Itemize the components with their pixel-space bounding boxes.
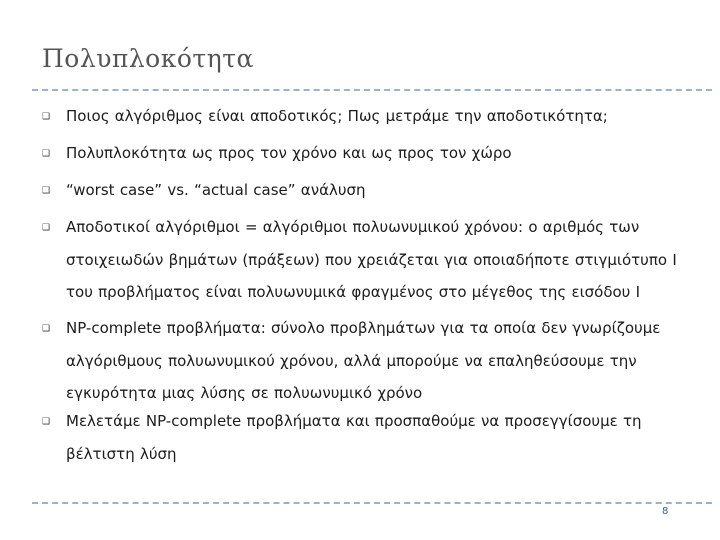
bottom-divider <box>32 502 712 504</box>
bullet-text: Ποιος αλγόριθμος είναι αποδοτικός; Πως μετράμε την αποδοτικότητα; <box>66 107 608 125</box>
square-bullet-icon: ❑ <box>42 186 51 196</box>
square-bullet-icon: ❑ <box>42 112 51 122</box>
bullet-text: Πολυπλοκότητα ως προς τον χρόνο και ως προς τον χώρο <box>66 144 512 162</box>
square-bullet-icon: ❑ <box>42 417 51 427</box>
page-number: 8 <box>662 506 669 517</box>
bullet-text: NP-complete προβλήματα: σύνολο προβλημάτων για τα οποία δεν γνωρίζουμε αλγόριθμους πολυωνυμικού χρόνου, αλλά μπορούμε να επαληθεύσουμε την εγκυρότητα μιας λύσης σε πολυωνυμικό χρόνο <box>66 319 661 402</box>
square-bullet-icon: ❑ <box>42 324 51 334</box>
square-bullet-icon: ❑ <box>42 149 51 159</box>
square-bullet-icon: ❑ <box>42 223 51 233</box>
slide-title: Πολυπλοκότητα <box>42 44 254 73</box>
bullet-text: “worst case” vs. “actual case” ανάλυση <box>66 181 366 199</box>
bullet-text: Μελετάμε NP-complete προβλήματα και προσπαθούμε να προσεγγίσουμε τη βέλτιστη λύση <box>66 412 642 463</box>
top-divider <box>32 89 712 91</box>
bullet-text: Αποδοτικοί αλγόριθμοι = αλγόριθμοι πολυωνυμικού χρόνου: ο αριθμός των στοιχειωδών βημάτων (πράξεων) που χρειάζεται για οποιαδήποτε στιγμιότυπο I του προβλήματος είναι πολυωνυμικά φραγμένος στο μέγεθος της εισόδου I <box>66 218 677 301</box>
